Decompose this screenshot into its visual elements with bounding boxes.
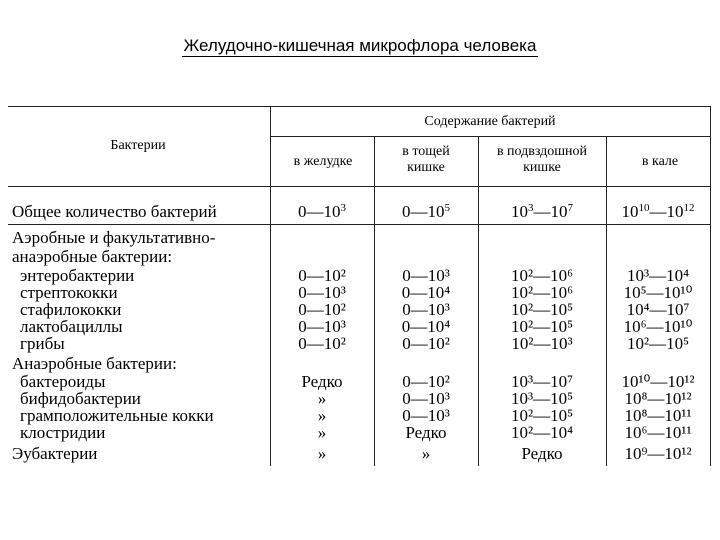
- row-value-cell: 10³—10⁴: [626, 266, 690, 285]
- row-value-cell: 0—10³: [402, 266, 450, 285]
- row-value-cell: 0—10²: [402, 372, 450, 391]
- row-label: стафилококки: [20, 300, 122, 319]
- row-value-cell: »: [317, 389, 327, 408]
- row-value-cell: 10⁴—10⁷: [626, 300, 690, 319]
- row-value-cell: 0—10³: [298, 283, 346, 302]
- anaerobic-group-label: Анаэробные бактерии:: [12, 354, 177, 373]
- eubacteria-label: Эубактерии: [12, 444, 98, 463]
- header-jejunum: в тощей кишке: [402, 144, 450, 175]
- row-label: бактероиды: [20, 372, 106, 391]
- row-value-cell: 10²—10⁴: [510, 423, 574, 442]
- row-value-cell: »: [317, 423, 327, 442]
- row-label: грибы: [20, 334, 65, 353]
- total-ileum: $10^3—10^7$: [511, 202, 573, 221]
- total-row-rule: [8, 224, 710, 225]
- row-label: лактобациллы: [20, 317, 123, 336]
- row-label: бифидобактерии: [20, 389, 141, 408]
- row-value-cell: 0—10³: [298, 317, 346, 336]
- row-value-cell: 0—10⁴: [401, 317, 451, 336]
- header-content: Содержание бактерий: [424, 114, 556, 129]
- row-value-cell: 10²—10⁵: [510, 406, 574, 425]
- row-value-cell: 10⁶—10¹¹: [624, 423, 692, 442]
- row-label: клостридии: [20, 423, 106, 442]
- row-value-cell: 0—10²: [402, 334, 450, 353]
- row-value-cell: 0—10³: [402, 406, 450, 425]
- eubacteria-stomach: »: [317, 444, 327, 463]
- total-stomach: $0—10^3$: [298, 202, 346, 221]
- row-value-cell: 10⁸—10¹²: [624, 389, 692, 408]
- header-split-rule: [270, 136, 710, 137]
- row-value-cell: 0—10³: [402, 389, 450, 408]
- row-label: грамположительные кокки: [20, 406, 214, 425]
- header-bacteria: Бактерии: [110, 138, 166, 153]
- eubacteria-jejunum: »: [421, 444, 431, 463]
- row-value-cell: 10²—10⁶: [510, 283, 574, 302]
- row-value-cell: 0—10⁴: [401, 283, 451, 302]
- row-value-cell: 10³—10⁵: [510, 389, 574, 408]
- row-value-cell: 10²—10⁵: [626, 334, 690, 353]
- row-value-cell: 0—10²: [298, 266, 346, 285]
- header-feces: в кале: [641, 154, 679, 169]
- page-title: [0, 36, 720, 56]
- row-value-cell: 10²—10³: [511, 334, 573, 353]
- table-right-edge: [710, 106, 711, 466]
- row-value-cell: 10²—10⁵: [510, 300, 574, 319]
- row-value-cell: 0—10²: [298, 334, 346, 353]
- row-label: стрептококки: [20, 283, 118, 302]
- row-value-cell: Редко: [405, 423, 447, 442]
- total-jejunum: $0—10^5$: [402, 202, 450, 221]
- total-feces: $10^{10}—10^{12}$: [621, 202, 695, 221]
- page-title-text: Желудочно-кишечная микрофлора человека: [183, 36, 537, 55]
- eubacteria-ileum: Редко: [521, 444, 563, 463]
- row-value-cell: 10²—10⁵: [510, 317, 574, 336]
- row-value-cell: 10¹⁰—10¹²: [621, 372, 695, 391]
- row-label: энтеробактерии: [20, 266, 135, 285]
- header-ileum: в подвздошной кишке: [496, 144, 588, 175]
- table-top-rule: [8, 106, 710, 107]
- row-value-cell: 10³—10⁷: [510, 372, 574, 391]
- row-value-cell: 10²—10⁶: [510, 266, 574, 285]
- row-value-cell: »: [317, 406, 327, 425]
- row-value-cell: 10⁸—10¹¹: [624, 406, 692, 425]
- aerobic-group-label: Аэробные и факультативно- анаэробные бактерии:: [12, 228, 216, 266]
- row-value-cell: 0—10²: [298, 300, 346, 319]
- row-value-cell: 10⁶—10¹⁰: [623, 317, 693, 336]
- eubacteria-feces: 10⁹—10¹²: [624, 444, 692, 463]
- row-value-cell: 10⁵—10¹⁰: [623, 283, 693, 302]
- row-value-cell: 0—10³: [402, 300, 450, 319]
- row-value-cell: Редко: [301, 372, 343, 391]
- header-bottom-rule: [8, 186, 710, 187]
- header-stomach: в желудке: [293, 154, 353, 169]
- total-label: Общее количество бактерий: [12, 202, 217, 221]
